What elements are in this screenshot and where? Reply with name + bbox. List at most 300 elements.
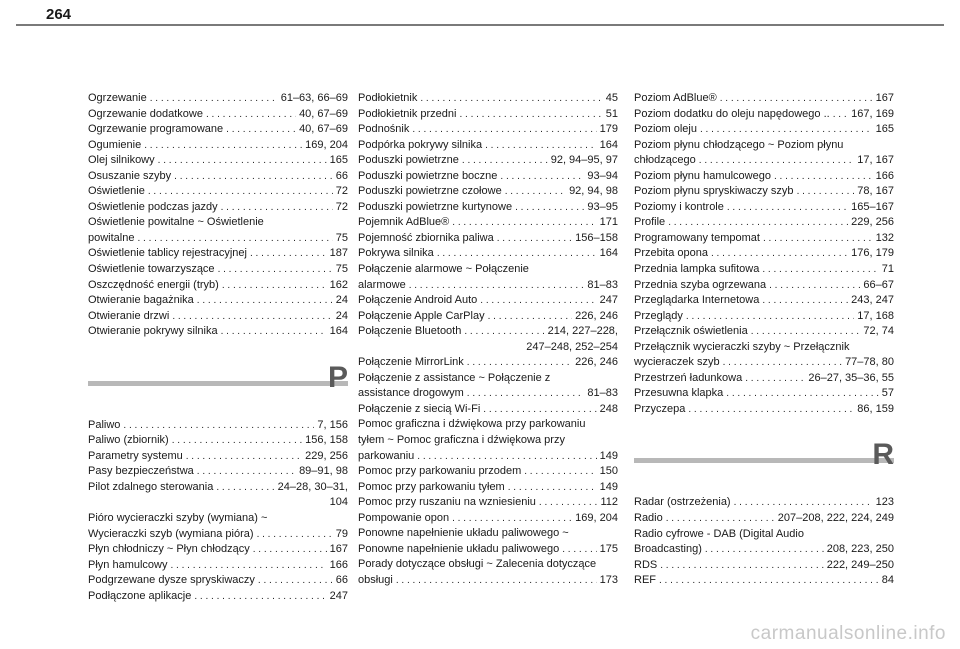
index-entry (358, 122, 618, 138)
entry-title: Poduszki powietrzne boczne (358, 169, 498, 182)
dot-leader (659, 573, 879, 589)
dot-leader (417, 449, 596, 465)
entry-row (358, 573, 618, 589)
entry-title-line: Pomoc graficzna i dźwiękowa przy parkowaniu (358, 418, 586, 431)
entry-title: Oświetlenie podczas jazdy (88, 200, 218, 213)
index-entry (88, 464, 348, 480)
entry-title: Programowany tempomat (634, 231, 760, 244)
entry-row (88, 527, 348, 543)
entry-row (358, 215, 618, 231)
dot-leader (762, 293, 848, 309)
index-entry (88, 153, 348, 169)
index-entry (88, 215, 348, 246)
entry-pages: 150 (599, 465, 618, 478)
dot-leader (172, 433, 302, 449)
dot-leader (699, 153, 855, 169)
entry-title: Otwieranie bagażnika (88, 294, 194, 307)
entry-title: Podpórka pokrywy silnika (358, 138, 483, 151)
entry-title: Paliwo (zbiornik) (88, 434, 169, 447)
section-header-p (88, 348, 348, 412)
entry-pages: 169, 204 (575, 511, 618, 524)
dot-leader (734, 495, 873, 511)
entry-row (88, 169, 348, 185)
entry-pages: 167, 169 (851, 107, 894, 120)
index-entry (358, 371, 618, 402)
entry-row (358, 402, 618, 418)
entry-pages: 166 (875, 169, 894, 182)
entry-title: Oświetlenie towarzyszące (88, 263, 215, 276)
dot-leader (562, 542, 596, 558)
watermark: carmanualsonline.info (750, 623, 946, 644)
index-entry (634, 122, 894, 138)
dot-leader (158, 153, 327, 169)
index-entry (634, 231, 894, 247)
entry-pages: 72 (335, 185, 348, 198)
entry-pages: 93–94 (587, 169, 618, 182)
entry-pages: 72, 74 (863, 325, 894, 338)
dot-leader (483, 402, 596, 418)
entry-pages: 214, 227–228, (547, 325, 618, 338)
dot-leader (774, 169, 873, 185)
index-entry (634, 324, 894, 340)
entry-title: Oświetlenie (88, 185, 145, 198)
entry-pages: 164 (599, 138, 618, 151)
entry-row (358, 138, 618, 154)
dot-leader (467, 386, 585, 402)
entry-title: Ogrzewanie programowane (88, 123, 224, 136)
dot-leader (688, 402, 854, 418)
index-entry (358, 526, 618, 557)
entry-title: Połączenie Apple CarPlay (358, 309, 485, 322)
index-entry (634, 386, 894, 402)
entry-title: Przyczepa (634, 402, 686, 415)
entry-row (358, 184, 618, 200)
entry-title: Pojemność zbiornika paliwa (358, 231, 494, 244)
entry-title: Pomoc przy parkowaniu tyłem (358, 480, 505, 493)
entry-pages: 149 (599, 449, 618, 462)
dot-leader (197, 464, 296, 480)
entry-row (634, 278, 894, 294)
entry-pages: 162 (329, 278, 348, 291)
entry-pages: 208, 223, 250 (826, 543, 894, 556)
entry-pages: 92, 94–95, 97 (550, 154, 618, 167)
index-entry (358, 107, 618, 123)
dot-leader (727, 200, 848, 216)
entry-row (634, 107, 894, 123)
entry-pages: 84 (881, 574, 894, 587)
entry-row (88, 542, 348, 558)
dot-leader (668, 215, 848, 231)
dot-leader (258, 573, 333, 589)
entry-pages: 164 (599, 247, 618, 260)
entry-title: Ogrzewanie dodatkowe (88, 107, 203, 120)
entry-pages: 77–78, 80 (845, 356, 894, 369)
dot-leader (409, 278, 585, 294)
entry-title: Płyn hamulcowy (88, 558, 168, 571)
entry-pages: 247 (599, 294, 618, 307)
dot-leader (726, 386, 878, 402)
entry-row (358, 324, 618, 340)
dot-leader (480, 293, 596, 309)
entry-row (358, 386, 618, 402)
dot-leader (452, 511, 572, 527)
index-entry (358, 557, 618, 588)
entry-pages: 207–208, 222, 224, 249 (777, 512, 894, 525)
entry-title: Wycieraczki szyb (wymiana pióra) (88, 527, 254, 540)
entry-title: Ogrzewanie (88, 92, 147, 104)
index-entry (634, 309, 894, 325)
entry-pages: 17, 167 (857, 154, 894, 167)
dot-leader (500, 169, 584, 185)
dot-leader (720, 91, 873, 107)
dot-leader (221, 200, 333, 216)
entry-list (358, 91, 618, 589)
dot-leader (762, 262, 878, 278)
index-entry (358, 262, 618, 293)
entry-row (634, 495, 894, 511)
entry-list (634, 91, 894, 417)
index-entry (88, 418, 348, 434)
entry-pages: 248 (599, 402, 618, 415)
index-entry (88, 511, 348, 542)
entry-title-line: Ponowne napełnienie układu paliwowego ~ (358, 527, 569, 540)
entry-row (88, 309, 348, 325)
entry-pages: 187 (329, 247, 348, 260)
entry-title-line: Pióro wycieraczki szyby (wymiana) ~ (88, 512, 268, 525)
index-entry (88, 200, 348, 216)
index-entry (634, 371, 894, 387)
index-entry (88, 91, 348, 107)
dot-leader (420, 91, 602, 107)
index-entry (88, 107, 348, 123)
index-entry (358, 169, 618, 185)
entry-title: Paliwo (88, 418, 121, 431)
dot-leader (763, 231, 873, 247)
entry-title: Pompowanie opon (358, 511, 450, 524)
entry-title: Połączenie MirrorLink (358, 356, 464, 369)
dot-leader (216, 480, 274, 496)
index-entry (88, 589, 348, 605)
entry-row (634, 511, 894, 527)
entry-row (358, 293, 618, 309)
entry-row (634, 386, 894, 402)
index-column-3 (634, 91, 894, 589)
entry-pages: 81–83 (587, 278, 618, 291)
index-entry (88, 433, 348, 449)
header-rule (16, 24, 944, 26)
dot-leader (150, 91, 278, 107)
entry-pages: 229, 256 (851, 216, 894, 229)
index-entry (634, 495, 894, 511)
dot-leader (686, 309, 854, 325)
entry-row (358, 542, 618, 558)
index-entry (88, 184, 348, 200)
entry-title: Poziom oleju (634, 123, 697, 136)
entry-row (634, 169, 894, 185)
index-entry (634, 527, 894, 558)
entry-title: Poziom płynu hamulcowego (634, 169, 771, 182)
dot-leader (833, 107, 848, 123)
index-entry (634, 215, 894, 231)
index-entry (88, 573, 348, 589)
index-entry (634, 511, 894, 527)
dot-leader (660, 558, 823, 574)
dot-leader (253, 542, 327, 558)
entry-pages: 81–83 (587, 387, 618, 400)
index-entry (634, 246, 894, 262)
index-entry (88, 262, 348, 278)
entry-row (634, 402, 894, 418)
entry-row (634, 200, 894, 216)
entry-row (358, 169, 618, 185)
section-letter: P (327, 360, 348, 394)
entry-pages: 40, 67–69 (299, 123, 348, 136)
section-letter: R (872, 438, 894, 472)
index-entry (88, 449, 348, 465)
page-number: 264 (46, 6, 72, 23)
entry-title: Pasy bezpieczeństwa (88, 465, 194, 478)
entry-pages: 156–158 (575, 231, 618, 244)
entry-title: Pokrywa silnika (358, 247, 434, 260)
entry-title-line: Połączenie alarmowe ~ Połączenie (358, 263, 529, 276)
index-entry (634, 200, 894, 216)
entry-row (358, 153, 618, 169)
dot-leader (462, 153, 548, 169)
entry-list (88, 91, 348, 340)
entry-row (88, 480, 348, 496)
dot-leader (488, 309, 573, 325)
section-bar (88, 381, 348, 386)
dot-leader (666, 511, 775, 527)
index-entry (88, 278, 348, 294)
entry-title: Połączenie z siecią Wi-Fi (358, 402, 481, 415)
entry-row (88, 122, 348, 138)
entry-title: Broadcasting) (634, 543, 702, 556)
index-entry (358, 184, 618, 200)
entry-pages: 132 (875, 231, 894, 244)
entry-pages: 71 (881, 263, 894, 276)
dot-leader (769, 278, 860, 294)
entry-pages: 92, 94, 98 (569, 185, 618, 198)
entry-title: powitalne (88, 231, 135, 244)
entry-pages: 164 (329, 325, 348, 338)
entry-row (88, 293, 348, 309)
entry-pages: 226, 246 (575, 309, 618, 322)
entry-title: Pojemnik AdBlue® (358, 216, 450, 229)
entry-pages: 173 (599, 573, 618, 586)
entry-row (88, 246, 348, 262)
index-entry (358, 91, 618, 107)
entry-title: Podłokietnik (358, 92, 418, 104)
index-entry (88, 480, 348, 511)
index-entry (634, 262, 894, 278)
entry-row (358, 464, 618, 480)
entry-row (88, 231, 348, 247)
entry-row (88, 589, 348, 605)
entry-title: Poziom AdBlue® (634, 92, 717, 104)
entry-pages: 156, 158 (305, 434, 348, 447)
entry-pages: 229, 256 (305, 449, 348, 462)
entry-title: Pomoc przy ruszaniu na wzniesieniu (358, 496, 536, 509)
entry-title-line: Przełącznik wycieraczki szyby ~ Przełącznik (634, 340, 850, 353)
dot-leader (705, 542, 824, 558)
entry-title: Oszczędność energii (tryb) (88, 278, 219, 291)
entry-title: REF (634, 574, 656, 587)
entry-row (88, 153, 348, 169)
entry-pages: 89–91, 98 (299, 465, 348, 478)
entry-list (88, 418, 348, 605)
entry-row (358, 480, 618, 496)
entry-row (358, 200, 618, 216)
index-entry (88, 309, 348, 325)
dot-leader (412, 122, 596, 138)
entry-title: Olej silnikowy (88, 154, 155, 167)
entry-pages: 51 (605, 107, 618, 120)
index-column-2 (358, 91, 618, 589)
entry-row (358, 91, 618, 107)
index-entry (634, 340, 894, 371)
entry-title: Przełącznik oświetlenia (634, 325, 748, 338)
index-entry (88, 324, 348, 340)
entry-title: Poduszki powietrzne czołowe (358, 185, 502, 198)
entry-row (634, 309, 894, 325)
entry-pages: 179 (599, 123, 618, 136)
section-header-r (634, 425, 894, 489)
entry-row (634, 293, 894, 309)
entry-title-line: Oświetlenie powitalne ~ Oświetlenie (88, 216, 264, 229)
entry-pages: 40, 67–69 (299, 107, 348, 120)
entry-pages: 149 (599, 480, 618, 493)
entry-title: Radio (634, 512, 663, 525)
dot-leader (170, 558, 326, 574)
index-entry (358, 511, 618, 527)
index-entry (358, 324, 618, 355)
entry-title: Osuszanie szyby (88, 169, 172, 182)
dot-leader (751, 324, 861, 340)
entry-pages: 167 (329, 543, 348, 556)
entry-title: Otwieranie drzwi (88, 309, 170, 322)
entry-row (634, 153, 894, 169)
dot-leader (172, 309, 332, 325)
entry-pages: 166 (329, 558, 348, 571)
index-entry (634, 169, 894, 185)
dot-leader (711, 246, 848, 262)
entry-pages: 86, 159 (857, 402, 894, 415)
entry-row (88, 184, 348, 200)
index-entry (88, 169, 348, 185)
entry-title: Połączenie Bluetooth (358, 325, 462, 338)
dot-leader (524, 464, 596, 480)
dot-leader (485, 138, 597, 154)
dot-leader (459, 107, 602, 123)
entry-pages-continued: 104 (329, 496, 348, 509)
entry-row (634, 91, 894, 107)
dot-leader (197, 293, 333, 309)
entry-pages: 24–28, 30–31, (277, 480, 348, 493)
index-entry (634, 558, 894, 574)
entry-title: Ogumienie (88, 138, 142, 151)
entry-row (88, 418, 348, 434)
dot-leader (218, 262, 333, 278)
entry-row (358, 107, 618, 123)
entry-row (358, 495, 618, 511)
entry-pages: 66 (335, 574, 348, 587)
entry-row (358, 355, 618, 371)
entry-title: Poduszki powietrzne kurtynowe (358, 200, 513, 213)
dot-leader (206, 107, 296, 123)
entry-row (634, 324, 894, 340)
dot-leader (497, 231, 572, 247)
entry-title: Ponowne napełnienie układu paliwowego (358, 542, 560, 555)
entry-title-line: Radio cyfrowe - DAB (Digital Audio (634, 527, 804, 540)
index-entry (634, 278, 894, 294)
index-entry (88, 122, 348, 138)
entry-pages: 17, 168 (857, 309, 894, 322)
index-entry (358, 153, 618, 169)
dot-leader (797, 184, 855, 200)
dot-leader (396, 573, 597, 589)
entry-row (358, 278, 618, 294)
entry-pages: 169, 204 (305, 138, 348, 151)
entry-pages: 123 (875, 496, 894, 509)
entry-pages: 165 (329, 154, 348, 167)
entry-title: assistance drogowym (358, 387, 464, 400)
entry-title: RDS (634, 558, 658, 571)
entry-row (358, 309, 618, 325)
entry-title: Poziom dodatku do oleju napędowego .. (634, 107, 830, 120)
index-entry (634, 107, 894, 123)
dot-leader (467, 355, 572, 371)
dot-leader (194, 589, 326, 605)
entry-title: parkowaniu (358, 449, 415, 462)
entry-pages: 61–63, 66–69 (280, 92, 348, 104)
entry-title: Poduszki powietrzne (358, 154, 459, 167)
entry-title: Profile (634, 216, 666, 229)
index-entry (358, 495, 618, 511)
entry-pages: 165 (875, 123, 894, 136)
entry-row (358, 449, 618, 465)
entry-title: Poziom płynu spryskiwaczy szyb (634, 185, 794, 198)
entry-pages: 175 (599, 542, 618, 555)
entry-pages: 75 (335, 231, 348, 244)
entry-pages: 66–67 (863, 278, 894, 291)
entry-row (634, 231, 894, 247)
dot-leader (226, 122, 296, 138)
entry-title: Połączenie Android Auto (358, 294, 478, 307)
dot-leader (144, 138, 302, 154)
dot-leader (723, 355, 842, 371)
entry-row (634, 184, 894, 200)
entry-pages: 167 (875, 92, 894, 104)
index-entry (358, 246, 618, 262)
entry-title: Pomoc przy parkowaniu przodem (358, 465, 522, 478)
index-entry (88, 293, 348, 309)
entry-title: Pilot zdalnego sterowania (88, 480, 214, 493)
entry-pages: 112 (600, 496, 618, 509)
entry-row (634, 262, 894, 278)
entry-pages: 171 (599, 216, 618, 229)
entry-title: Przeglądy (634, 309, 683, 322)
entry-pages: 226, 246 (575, 356, 618, 369)
index-entry (358, 200, 618, 216)
entry-title-line: Połączenie z assistance ~ Połączenie z (358, 371, 551, 384)
dot-leader (452, 215, 596, 231)
entry-row (88, 200, 348, 216)
entry-title: Podgrzewane dysze spryskiwaczy (88, 574, 255, 587)
entry-row (88, 573, 348, 589)
entry-row (634, 215, 894, 231)
entry-title: obsługi (358, 573, 393, 586)
